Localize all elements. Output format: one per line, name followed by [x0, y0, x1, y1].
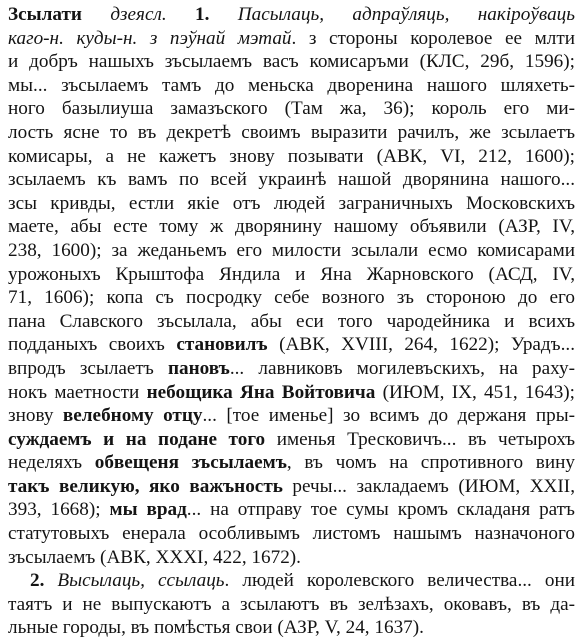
- quotation-text: зсылаемъ къ вамъ по всей украинѣ нашой дворянина нашого...: [8, 169, 575, 191]
- quotation-text: зсы кривды, естли якіе отъ людей заграничныхъ Московскихъ: [8, 192, 575, 214]
- quotation-text: 238, 1600); за жеданьемъ его милости зсылали есмо комисарами: [8, 239, 575, 261]
- quotation-text: ного базылиуша замазъского (Там жа, 36); король его ми-: [8, 98, 575, 120]
- quotation-text: урожоныхъ Крыштофа Яндила и Яна Жарновского (АСД, IV,: [8, 263, 575, 285]
- sense-definition: Пасылаць, адпраўляць, накіроўваць: [237, 4, 575, 25]
- quotation-text: . з стороны королевое ее млти: [291, 27, 575, 49]
- entry-line: [8, 451, 575, 475]
- quotation-text: знову: [8, 405, 63, 427]
- entry-line: [8, 263, 575, 287]
- entry-line: [8, 593, 575, 617]
- entry-line: [8, 381, 575, 405]
- quotation-text: таятъ и не выпускаютъ а зсылаютъ въ зелѣзахъ, оковавъ, въ да-: [8, 593, 575, 615]
- quotation-text: впродъ зсылаетъ: [8, 357, 168, 379]
- quotation-text: пана Славского зъсылала, абы еси того чародейника и всихъ: [8, 310, 575, 332]
- quotation-text: ... лавниковъ могилевъскихъ, на раху-: [229, 357, 575, 379]
- entry-line: [8, 121, 575, 145]
- quotation-text: подданыхъ своихъ: [8, 334, 177, 356]
- grammar-label: дзеясл.: [81, 4, 195, 25]
- entry-line: [8, 475, 575, 499]
- highlighted-phrase: мы врад: [109, 499, 187, 521]
- highlighted-phrase: пановъ: [167, 357, 230, 379]
- entry-line: [8, 3, 575, 27]
- quotation-text: . людей королевского величества... они: [224, 570, 575, 592]
- entry-line: [8, 498, 575, 522]
- entry-line: [8, 428, 575, 452]
- highlighted-phrase: велебному отцу: [62, 405, 203, 427]
- quotation-text: лость ясне то въ декретѣ своимъ выразити рачилъ, же зсылаетъ: [8, 121, 575, 143]
- quotation-text: (ИЮМ, IX, 451, 1643);: [375, 381, 575, 403]
- entry-line: [8, 286, 575, 310]
- entry-line: [8, 50, 575, 74]
- quotation-text: льные городы, въ помѣстья свои (АЗР, V, 24, 1637).: [8, 617, 424, 639]
- highlighted-phrase: суждаемъ и на подане того: [8, 428, 266, 450]
- entry-line: [8, 192, 575, 216]
- entry-line: [8, 522, 575, 546]
- highlighted-phrase: небощика Яна Войтовича: [146, 381, 376, 403]
- sense-definition: Высылаць, ссылаць: [57, 570, 225, 592]
- entry-line: [8, 27, 575, 51]
- quotation-text: (АВК, XVIII, 264, 1622); Урадъ...: [267, 334, 575, 356]
- entry-line: [8, 168, 575, 192]
- quotation-text: речы... закладаемъ (ИЮМ, XXII,: [282, 475, 575, 497]
- quotation-text: статутовыхъ енерала особливымъ листомъ нашымъ назначоного: [8, 523, 575, 545]
- quotation-text: нокъ маетности: [8, 381, 147, 403]
- sense-number: 1.: [195, 4, 238, 25]
- entry-line: [8, 333, 575, 357]
- quotation-text: 393, 1668);: [8, 499, 110, 521]
- entry-line: [8, 239, 575, 263]
- entry-line: [8, 215, 575, 239]
- sense-definition: каго-н. куды-н. з пэўнай мэтай: [8, 27, 292, 49]
- sense-number: 2.: [30, 570, 58, 592]
- entry-line: [8, 74, 575, 98]
- quotation-text: ... на отправу тое сумы кромъ складаня ратъ: [186, 499, 575, 521]
- quotation-text: ... [тое именье] зо всимъ до держаня пры-: [202, 405, 575, 427]
- entry-line: [8, 145, 575, 169]
- entry-line: [8, 97, 575, 121]
- entry-line: [8, 616, 575, 640]
- entry-line: [8, 546, 575, 570]
- entry-line: [8, 310, 575, 334]
- quotation-text: маете, абы есте тому ж дворянину нашому объявили (АЗР, IV,: [8, 216, 575, 238]
- quotation-text: комисары, а не кажетъ знову позывати (АВК, VI, 212, 1600);: [8, 145, 575, 167]
- quotation-text: , въ чомъ на спротивного вину: [286, 452, 575, 474]
- quotation-text: мы... зъсылаемъ тамъ до меньска дворенина нашого шляхеть-: [8, 74, 575, 96]
- entry-line: [8, 357, 575, 381]
- headword: Зсылати: [8, 4, 82, 25]
- quotation-text: и добръ нашыхъ зъсылаемъ васъ комисаръми (КЛС, 29б, 1596);: [8, 51, 575, 73]
- quotation-text: именья Тресковичъ... въ четырохъ: [265, 428, 575, 450]
- entry-line: [8, 404, 575, 428]
- quotation-text: неделяхъ: [8, 452, 95, 474]
- quotation-text: 71, 1606); копа съ посродку себе возного зъ стороною до его: [8, 287, 575, 309]
- highlighted-phrase: обвещеня зъсылаемъ: [94, 452, 287, 474]
- entry-line: [8, 569, 575, 593]
- highlighted-phrase: становилъ: [176, 334, 268, 356]
- quotation-text: зъсылаемъ (АВК, XXXI, 422, 1672).: [8, 546, 301, 568]
- highlighted-phrase: такъ великую, яко важъность: [8, 475, 283, 497]
